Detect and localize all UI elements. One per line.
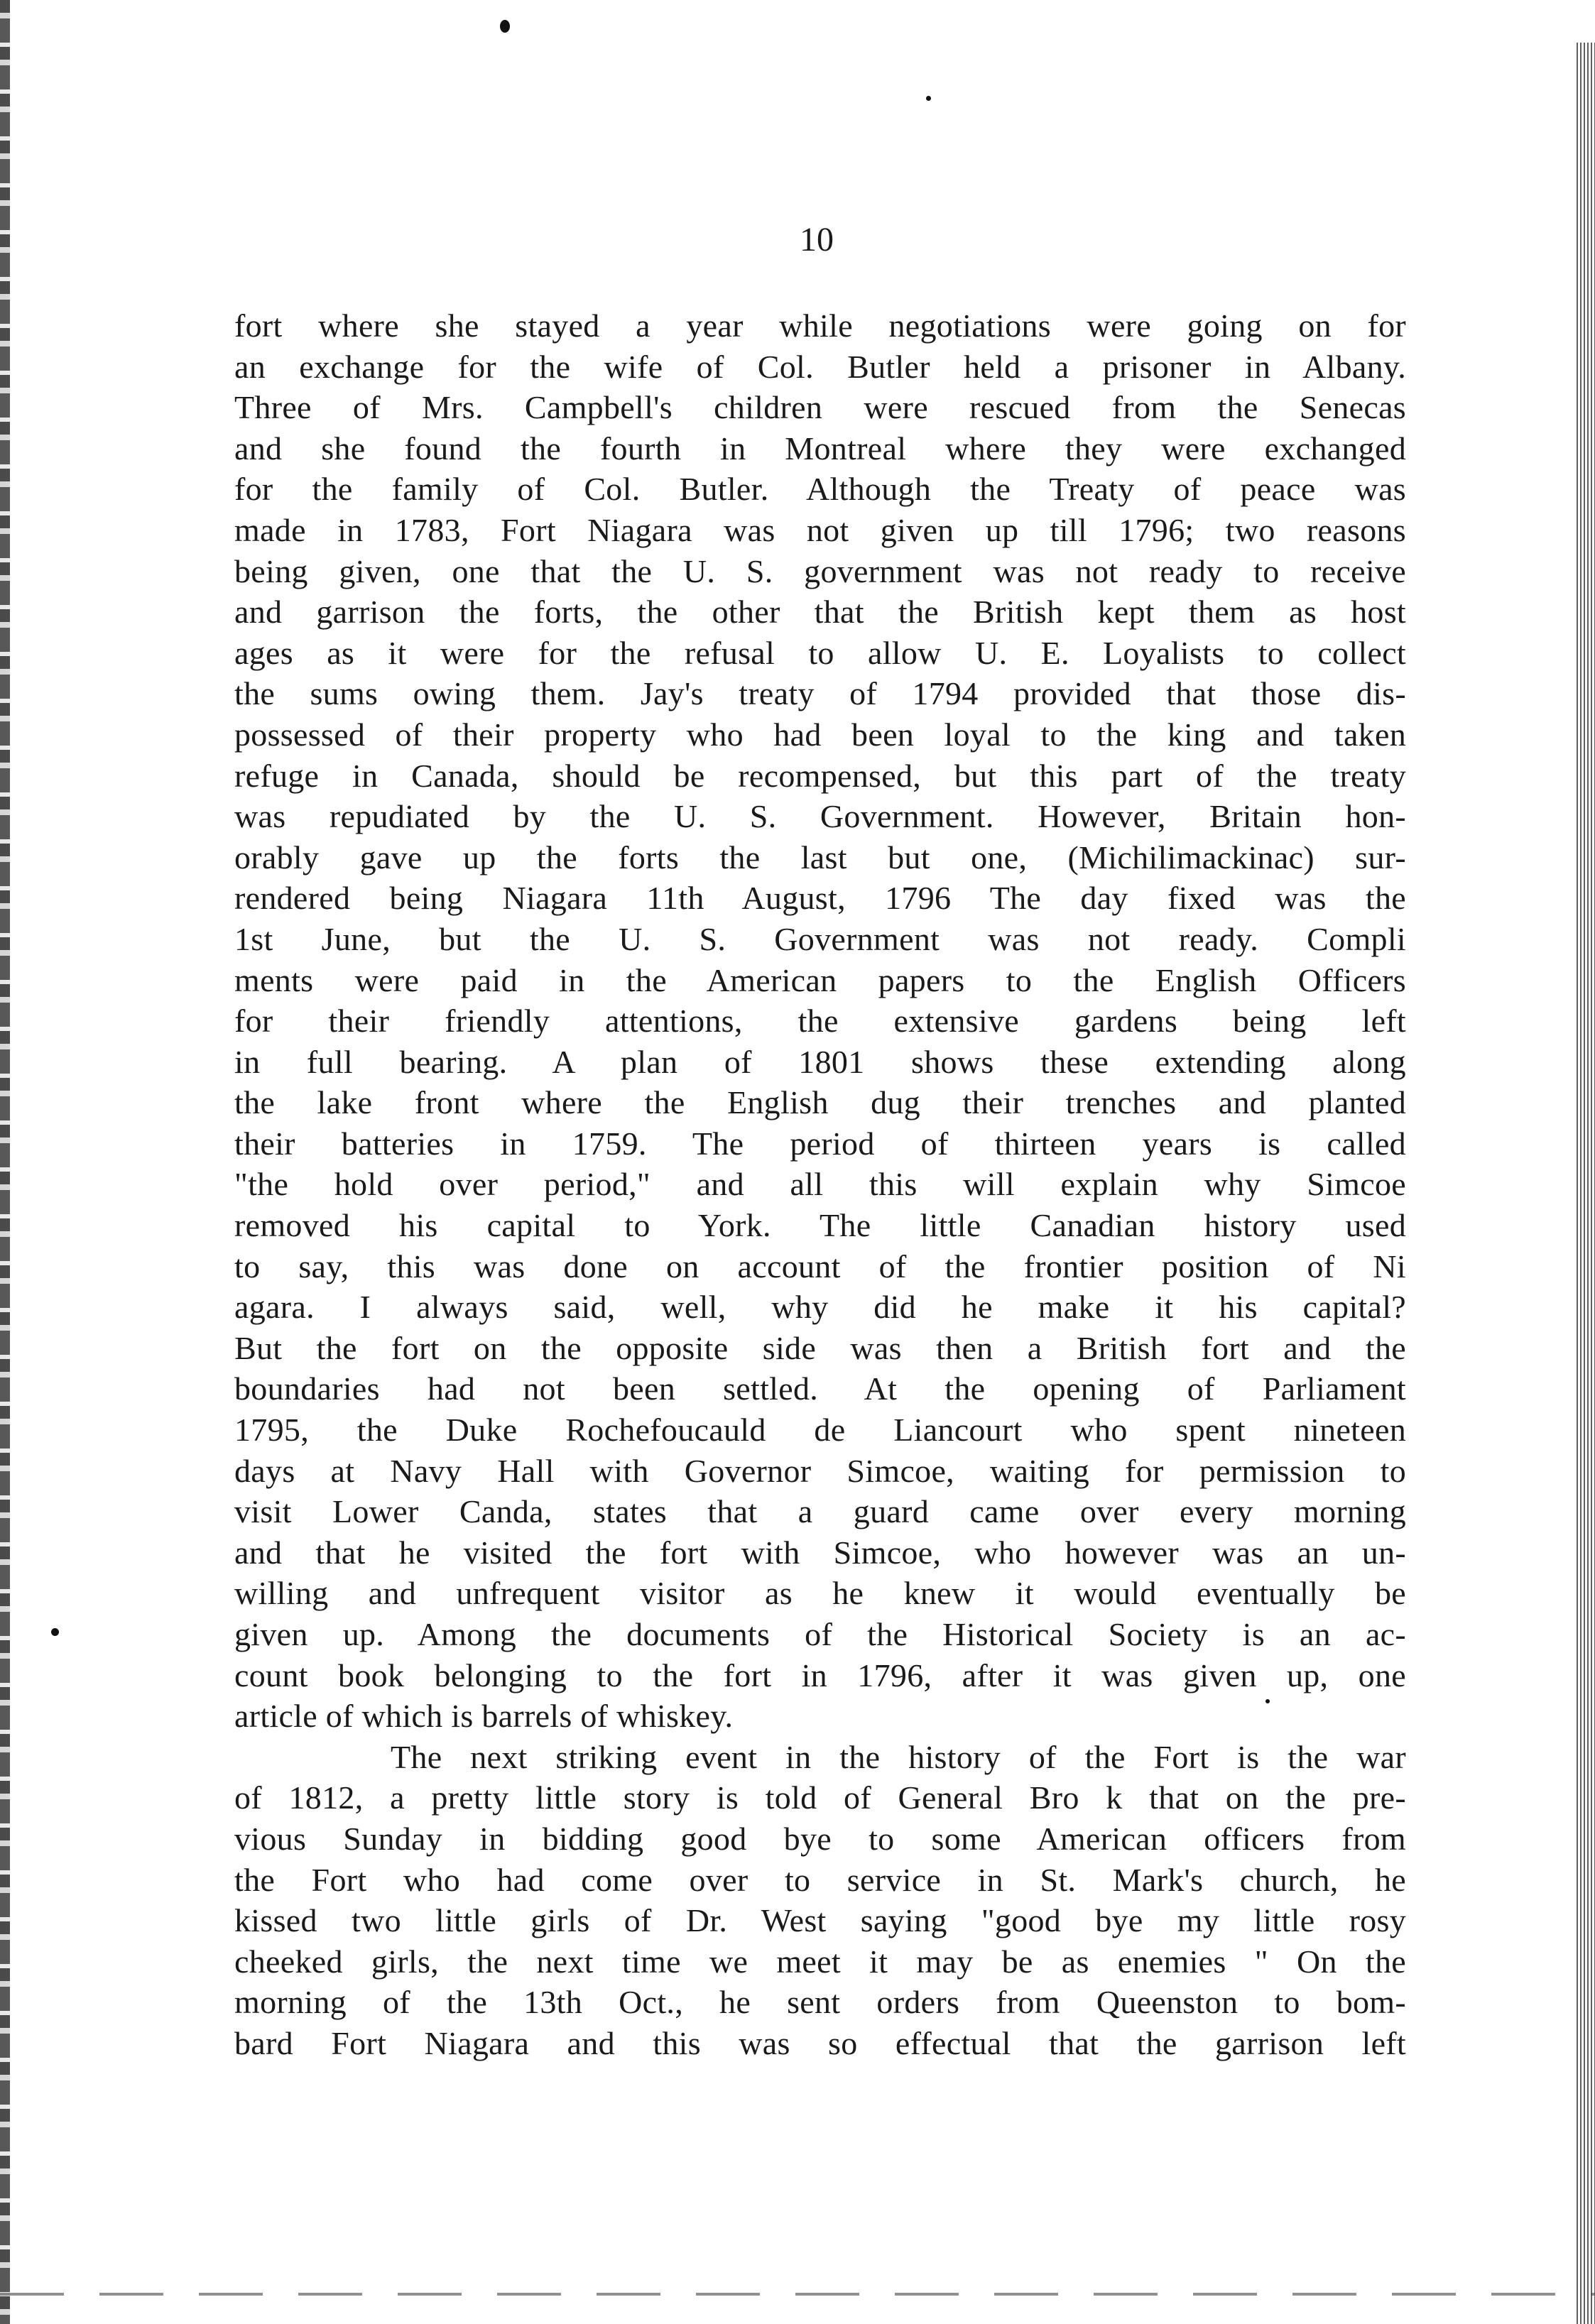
text-line: count book belonging to the fort in 1796, after it was given up, one	[234, 1657, 1406, 1693]
text-line: and that he visited the fort with Simcoe, who however was an un-	[234, 1534, 1406, 1571]
paragraph	[234, 1737, 1406, 2064]
text-line: bard Fort Niagara and this was so effectual that the garrison left	[234, 2024, 1406, 2061]
text-line: to say, this was done on account of the frontier position of Ni	[234, 1248, 1406, 1284]
text-line: 1795, the Duke Rochefoucauld de Liancourt who spent nineteen	[234, 1412, 1406, 1449]
text-line: an exchange for the wife of Col. Butler held a prisoner in Albany.	[234, 348, 1406, 385]
text-line: for their friendly attentions, the extensive gardens being left	[234, 1003, 1406, 1040]
text-line: kissed two little girls of Dr. West saying "good bye my little rosy	[234, 1902, 1406, 1939]
body-text	[234, 305, 1406, 2064]
text-line: "the hold over period," and all this will explain why Simcoe	[234, 1166, 1406, 1203]
text-line: Three of Mrs. Campbell's children were rescued from the Senecas	[234, 389, 1406, 426]
text-line: agara. I always said, well, why did he make it his capital?	[234, 1289, 1406, 1326]
text-line: rendered being Niagara 11th August, 1796 The day fixed was the	[234, 880, 1406, 917]
text-line: the lake front where the English dug their trenches and planted	[234, 1084, 1406, 1121]
text-line: being given, one that the U. S. government was not ready to receive	[234, 552, 1406, 589]
text-line: But the fort on the opposite side was then a British fort and the	[234, 1329, 1406, 1366]
text-line: the Fort who had come over to service in St. Mark's church, he	[234, 1861, 1406, 1898]
text-line: days at Navy Hall with Governor Simcoe, waiting for permission to	[234, 1452, 1406, 1489]
text-line: article of which is barrels of whiskey.	[234, 1698, 734, 1735]
scan-border-left	[0, 0, 10, 2324]
text-line: orably gave up the forts the last but one, (Michilimackinac) sur-	[234, 839, 1406, 875]
text-line: cheeked girls, the next time we meet it may be as enemies " On the	[234, 1943, 1406, 1980]
text-line: ages as it were for the refusal to allow U. E. Loyalists to collect	[234, 634, 1406, 671]
page-number: 10	[800, 221, 834, 258]
scan-border-right	[1577, 43, 1595, 2324]
text-line: for the family of Col. Butler. Although the Treaty of peace was	[234, 471, 1406, 508]
text-line: was repudiated by the U. S. Government. However, Britain hon-	[234, 798, 1406, 835]
text-line: their batteries in 1759. The period of thirteen years is called	[234, 1125, 1406, 1162]
text-line: given up. Among the documents of the Historical Society is an ac-	[234, 1616, 1406, 1652]
text-line: and garrison the forts, the other that the British kept them as host	[234, 594, 1406, 631]
text-line: vious Sunday in bidding good bye to some American officers from	[234, 1820, 1406, 1857]
text-line: visit Lower Canda, states that a guard came over every morning	[234, 1493, 1406, 1530]
paragraph	[234, 305, 1406, 1737]
ink-speck	[926, 96, 931, 101]
scan-border-bottom	[0, 2293, 1595, 2296]
text-line: of 1812, a pretty little story is told of General Bro k that on the pre-	[234, 1779, 1406, 1816]
text-line: in full bearing. A plan of 1801 shows these extending along	[234, 1043, 1406, 1080]
text-line: ments were paid in the American papers to the English Officers	[234, 961, 1406, 998]
text-line: willing and unfrequent visitor as he knew it would eventually be	[234, 1575, 1406, 1612]
text-line: and she found the fourth in Montreal where they were exchanged	[234, 430, 1406, 467]
text-line: made in 1783, Fort Niagara was not given up till 1796; two reasons	[234, 511, 1406, 548]
text-line: the sums owing them. Jay's treaty of 1794 provided that those dis-	[234, 675, 1406, 712]
text-line: The next striking event in the history of the Fort is the war	[391, 1738, 1406, 1775]
text-line: 1st June, but the U. S. Government was not ready. Compli	[234, 920, 1406, 957]
text-line: refuge in Canada, should be recompensed, but this part of the treaty	[234, 757, 1406, 794]
text-line: removed his capital to York. The little Canadian history used	[234, 1207, 1406, 1244]
ink-speck	[500, 20, 510, 33]
text-line: fort where she stayed a year while negotiations were going on for	[234, 307, 1406, 344]
text-line: boundaries had not been settled. At the opening of Parliament	[234, 1370, 1406, 1407]
ink-speck	[51, 1628, 59, 1636]
text-line: morning of the 13th Oct., he sent orders from Queenston to bom-	[234, 1984, 1406, 2021]
text-line: possessed of their property who had been loyal to the king and taken	[234, 716, 1406, 753]
